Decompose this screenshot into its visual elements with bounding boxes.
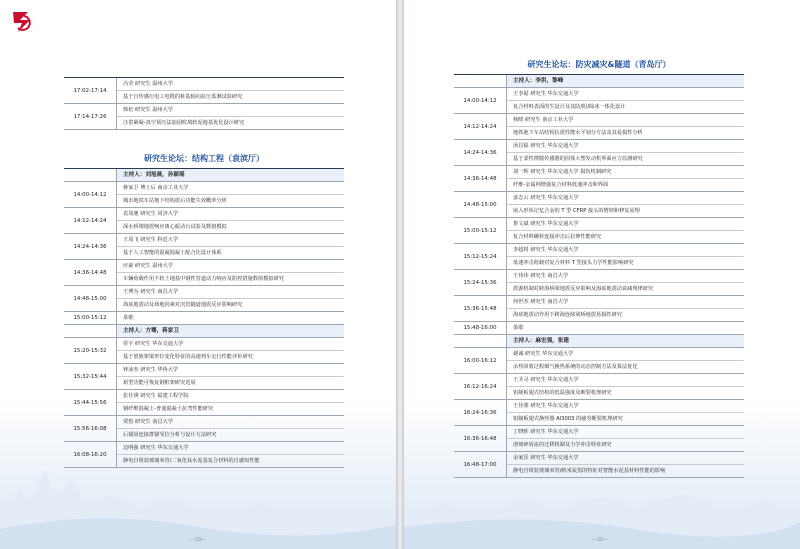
schedule-row <box>64 234 344 260</box>
talk-title: 新型功能可恢复钢框架研究进展 <box>117 376 344 389</box>
talk-title: 纤维-金属网增强复合材料低速冲击和界面 <box>507 178 744 191</box>
talk-title: 嵌入形状记忆合金的 T 型 CFRP 接头的增韧和修复原理 <box>507 204 744 217</box>
speaker-info: 丁晓晖 研究生 华东交通大学 <box>513 429 579 435</box>
speaker-info: 王博为 研究生 南昌大学 <box>123 289 179 295</box>
schedule-row <box>454 452 744 478</box>
presider-names: 主持人：方骞，蒋家卫 <box>117 325 344 337</box>
schedule-table <box>64 168 344 468</box>
talk-title: 复合材料表面的生设计及其防/阻/除冰一体化设计 <box>507 100 744 113</box>
right-page <box>404 0 800 549</box>
talk-title: 滑坡碎屑流的迁移机制及力学冲击特征研究 <box>507 438 744 451</box>
schedule-row <box>454 192 744 218</box>
speaker-info: 王周飞 研究生 科廷大学 <box>123 237 179 243</box>
speaker-info: 杨晴 研究生 南京工业大学 <box>513 117 574 123</box>
time-slot: 16:36-16:48 <box>454 426 507 451</box>
structural-engineering-forum <box>64 150 344 468</box>
talk-title: 城市地铁车站地下结构震后功能失效概率分析 <box>117 194 344 207</box>
talk-title: 铝制板翅式结构的低温强度及断裂机理研究 <box>507 386 744 399</box>
time-slot: 16:24-16:36 <box>454 400 507 425</box>
time-slot: 14:00-14:12 <box>454 88 507 113</box>
time-slot: 14:36-14:48 <box>64 260 117 285</box>
presider-row <box>454 74 744 88</box>
schedule-row <box>454 348 744 374</box>
schedule-table <box>454 74 744 478</box>
speaker-info: 李超将 研究生 华东交通大学 <box>513 247 579 253</box>
speaker-info: 侯宇 研究生 华东交通大学 <box>123 341 184 347</box>
talk-title: 基于人工智能的混凝混凝土配合比设计体系 <box>117 246 344 259</box>
schedule-row <box>64 312 344 325</box>
talk-title: 复合材料螺栓连接冲击后拉伸性能研究 <box>507 230 744 243</box>
schedule-row <box>454 426 744 452</box>
schedule-row <box>454 374 744 400</box>
speaker-info: 王佳骏 研究生 华东交通大学 <box>513 403 579 409</box>
time-slot: 14:24-14:36 <box>64 234 117 259</box>
time-slot: 16:48-17:00 <box>454 452 507 477</box>
speaker-info: 刘一辉 研究生 华东交通大学 损伤机制研究 <box>513 169 612 175</box>
talk-title: 基于柔性薄膜传感器的固体大塑发动机界面应力监测研究 <box>507 152 744 165</box>
speaker-info: 谢诚 研究生 华东交通大学 <box>513 351 574 357</box>
talk-title: 基于自传感压电工电缆的桩基轴向抗压监测试验研究 <box>117 90 344 103</box>
schedule-row <box>64 338 344 364</box>
speaker-info: 冯莹 研究生 温州大学 <box>123 81 173 87</box>
time-slot: 16:12-16:24 <box>454 374 507 399</box>
speaker-info: 应豪 研究生 温州大学 <box>123 263 173 269</box>
schedule-row <box>454 322 744 335</box>
time-slot: 15:44-15:56 <box>64 390 117 415</box>
time-slot <box>454 335 507 347</box>
schedule-row <box>454 88 744 114</box>
schedule-row <box>454 296 744 322</box>
section-title: 研究生论坛：结构工程（袁滨厅） <box>144 154 264 163</box>
time-slot: 17:02-17:14 <box>64 78 117 103</box>
time-slot <box>454 75 507 87</box>
time-slot: 15:48-16:00 <box>454 322 507 334</box>
time-slot: 16:08-16:20 <box>64 442 117 467</box>
disaster-prevention-forum <box>454 56 744 478</box>
speaker-info: 王伟伟 研究生 南昌大学 <box>513 273 569 279</box>
time-slot: 14:36-14:48 <box>454 166 507 191</box>
book-gutter <box>396 0 404 549</box>
time-slot: 14:48-15:00 <box>64 286 117 311</box>
talk-title: 静电自组装玻璃米管/纳米炭黑的特征对智能水泥基材料性能的影响 <box>507 464 744 477</box>
time-slot: 15:00-15:12 <box>454 218 507 243</box>
talk-title: 基于震致架梁形位变化特征的高速列车走行性能评价研究 <box>117 350 344 363</box>
speaker-info: 边明强 研究生 华东交通大学 <box>123 445 189 451</box>
time-slot: 15:36-15:48 <box>454 296 507 321</box>
presider-names: 主持人：刘旭晨，孙颖瑶 <box>117 169 344 181</box>
schedule-row <box>454 140 744 166</box>
schedule-row <box>64 416 344 442</box>
speaker-info: 张仕祺 研究生 福建工程学院 <box>123 393 189 399</box>
table-continued-session <box>64 77 344 130</box>
speaker-info: 贾豹 研究生 南昌大学 <box>123 419 173 425</box>
time-slot: 14:12-14:24 <box>454 114 507 139</box>
schedule-row <box>64 260 344 286</box>
time-slot: 15:32-15:44 <box>64 364 117 389</box>
page-number: —30— <box>591 537 609 543</box>
time-slot: 17:14-17:26 <box>64 104 117 129</box>
conference-logo-icon <box>10 8 36 34</box>
talk-title: 深水桥墩地震响应离心振动台试验及数值模拟 <box>117 220 344 233</box>
schedule-row <box>64 104 344 130</box>
time-slot: 15:56-16:08 <box>64 416 117 441</box>
schedule-row <box>64 364 344 390</box>
speaker-info: 王李福 研究生 华东交通大学 <box>513 91 579 97</box>
time-slot: 14:48-15:00 <box>454 192 507 217</box>
speaker-info: 茶歇 <box>513 325 524 331</box>
time-slot: 14:24-14:36 <box>454 140 507 165</box>
talk-title: 钢纤维混凝土-普通混凝土抗弯性能研究 <box>117 402 344 415</box>
speaker-info: 汤昌福 研究生 华东交通大学 <box>513 143 579 149</box>
time-slot <box>64 325 117 337</box>
time-slot: 14:12-14:24 <box>64 208 117 233</box>
schedule-row <box>454 114 744 140</box>
presider-names: 主持人：麻宏强，张建 <box>507 335 744 347</box>
page-number: —29— <box>189 537 207 543</box>
talk-title: 余热回收过程烟气换热系统的动态控制方法及算法优化 <box>507 360 744 373</box>
presider-row <box>64 325 344 338</box>
time-slot: 14:00-14:12 <box>64 182 117 207</box>
speaker-info: 钟沛杰 研究生 华侨大学 <box>123 367 179 373</box>
talk-title: 铝制板翅式换热器 Al3003 的疲劳断裂机理研究 <box>507 412 744 425</box>
schedule-row <box>64 182 344 208</box>
schedule-row <box>64 286 344 312</box>
time-slot: 15:00-15:12 <box>64 312 117 324</box>
speaker-info: 韩松 研究生 温州大学 <box>123 107 173 113</box>
speaker-info: 姜志云 研究生 华东交通大学 <box>513 195 579 201</box>
section-title: 研究生论坛：防灾减灾&隧道（青岛厅） <box>527 60 671 69</box>
time-slot: 15:24-15:36 <box>454 270 507 295</box>
time-slot <box>64 169 117 181</box>
talk-title: 后锚固连接群锚受拉分析与设计方法研究 <box>117 428 344 441</box>
speaker-info: 余家乐 研究生 华东交通大学 <box>513 455 579 461</box>
schedule-row <box>454 244 744 270</box>
schedule-row <box>64 442 344 468</box>
schedule-row <box>454 218 744 244</box>
schedule-row <box>64 77 344 104</box>
left-page <box>0 0 396 549</box>
talk-title: 车辆荷载作用下软土地基中钢性管道动力响应及防控措施数值模拟研究 <box>117 272 344 285</box>
speaker-info: 蒋家卫 博士后 南京工业大学 <box>123 185 189 191</box>
speaker-info: 鲁文斌 研究生 华东交通大学 <box>513 221 579 227</box>
schedule-row <box>454 400 744 426</box>
talk-title: 震源机制对跨海桥梁地震反应影响及海底地震动衰减规律研究 <box>507 282 744 295</box>
time-slot: 16:00-16:12 <box>454 348 507 373</box>
talk-title: 注浆紧凝-真空预压法加固吹填软泥地基优化设计研究 <box>117 116 344 129</box>
speaker-info: 何世杰 研究生 南昌大学 <box>513 299 569 305</box>
schedule-row <box>64 208 344 234</box>
talk-title: 低速冲击荷载对复合材料 T 型接头力学性能影响研究 <box>507 256 744 269</box>
talk-title: 静电自组装玻璃米管/二氧化钛水泥基复合材料的自感知性能 <box>117 454 344 467</box>
schedule-row <box>454 166 744 192</box>
schedule-row <box>454 270 744 296</box>
speaker-info: 袁周驰 研究生 同济大学 <box>123 211 179 217</box>
speaker-info: 王圣寻 研究生 华东交通大学 <box>513 377 579 383</box>
schedule-row <box>64 390 344 416</box>
time-slot: 15:20-15:32 <box>64 338 117 363</box>
talk-title: 地铁地下车站结构抗震性能水平划分方法及其易损性分析 <box>507 126 744 139</box>
presider-row <box>64 168 344 182</box>
speaker-info: 茶歇 <box>123 315 134 321</box>
talk-title: 海底地震动及场地因素对沉管隧道地震反应影响研究 <box>117 298 344 311</box>
talk-title: 海底地震动作用下跨海连续梁桥地震易损性研究 <box>507 308 744 321</box>
presider-names: 主持人：李洪，黎峰 <box>507 75 744 87</box>
time-slot: 15:12-15:24 <box>454 244 507 269</box>
presider-row <box>454 335 744 348</box>
